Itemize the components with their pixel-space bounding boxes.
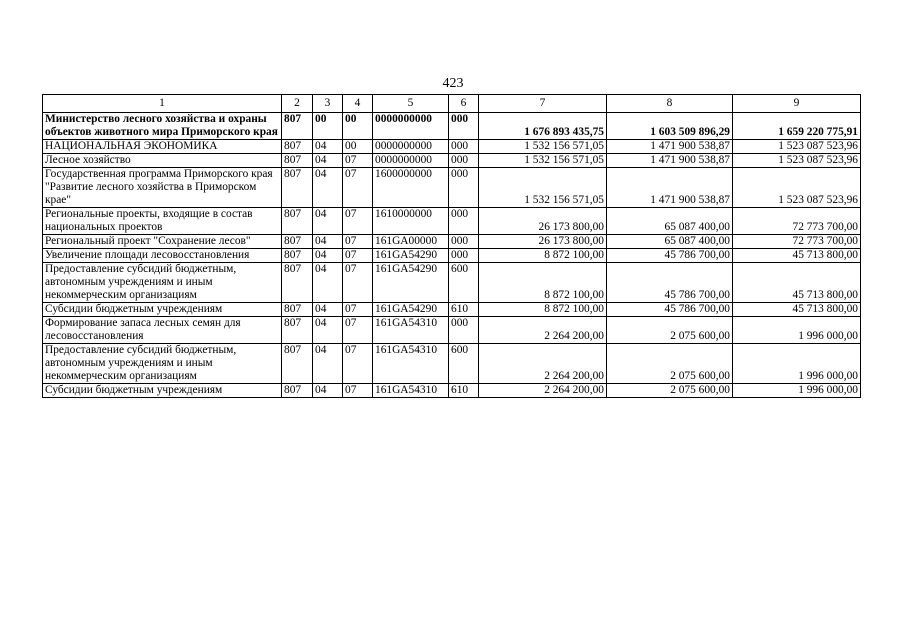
admin-code-cell: 807 <box>282 263 313 303</box>
amount-2023-cell: 45 786 700,00 <box>607 303 733 317</box>
subsection-cell: 07 <box>343 344 373 384</box>
amount-2022-cell: 2 264 200,00 <box>479 344 607 384</box>
page-number: 423 <box>442 76 464 91</box>
amount-2024-cell: 45 713 800,00 <box>733 249 861 263</box>
section-cell: 00 <box>313 113 343 140</box>
column-header: 7 <box>479 95 607 113</box>
admin-code-cell: 807 <box>282 154 313 168</box>
row-name-cell: Министерство лесного хозяйства и охраны объектов животного мира Приморского края <box>43 113 282 140</box>
target-article-cell: 161GA54310 <box>373 317 449 344</box>
amount-2022-cell: 8 872 100,00 <box>479 249 607 263</box>
amount-2023-cell: 45 786 700,00 <box>607 263 733 303</box>
row-name-cell: Государственная программа Приморского края "Развитие лесного хозяйства в Приморском крае" <box>43 168 282 208</box>
admin-code-cell: 807 <box>282 384 313 398</box>
amount-2024-cell: 1 523 087 523,96 <box>733 140 861 154</box>
target-article-cell: 1610000000 <box>373 208 449 235</box>
amount-2022-cell: 1 532 156 571,05 <box>479 168 607 208</box>
subsection-cell: 07 <box>343 154 373 168</box>
table-row <box>43 263 861 303</box>
expense-type-cell: 000 <box>449 113 479 140</box>
subsection-cell: 00 <box>343 140 373 154</box>
table-header-row <box>43 95 861 113</box>
table-row <box>43 154 861 168</box>
expense-type-cell: 000 <box>449 208 479 235</box>
expense-type-cell: 000 <box>449 235 479 249</box>
target-article-cell: 0000000000 <box>373 154 449 168</box>
column-header: 5 <box>373 95 449 113</box>
table-row <box>43 113 861 140</box>
admin-code-cell: 807 <box>282 113 313 140</box>
expense-type-cell: 610 <box>449 303 479 317</box>
admin-code-cell: 807 <box>282 168 313 208</box>
amount-2023-cell: 2 075 600,00 <box>607 317 733 344</box>
amount-2024-cell: 1 996 000,00 <box>733 384 861 398</box>
column-header: 2 <box>282 95 313 113</box>
section-cell: 04 <box>313 384 343 398</box>
amount-2024-cell: 1 996 000,00 <box>733 317 861 344</box>
amount-2022-cell: 8 872 100,00 <box>479 263 607 303</box>
column-header: 8 <box>607 95 733 113</box>
expense-type-cell: 000 <box>449 168 479 208</box>
row-name-cell: НАЦИОНАЛЬНАЯ ЭКОНОМИКА <box>43 140 282 154</box>
section-cell: 04 <box>313 317 343 344</box>
amount-2024-cell: 72 773 700,00 <box>733 235 861 249</box>
subsection-cell: 07 <box>343 168 373 208</box>
table-row <box>43 384 861 398</box>
target-article-cell: 161GA54310 <box>373 384 449 398</box>
row-name-cell: Региональные проекты, входящие в состав национальных проектов <box>43 208 282 235</box>
admin-code-cell: 807 <box>282 249 313 263</box>
subsection-cell: 07 <box>343 249 373 263</box>
subsection-cell: 07 <box>343 263 373 303</box>
section-cell: 04 <box>313 263 343 303</box>
column-header: 1 <box>43 95 282 113</box>
row-name-cell: Увеличение площади лесовосстановления <box>43 249 282 263</box>
amount-2024-cell: 1 996 000,00 <box>733 344 861 384</box>
row-name-cell: Предоставление субсидий бюджетным, автономным учреждениям и иным некоммерческим организациям <box>43 344 282 384</box>
amount-2023-cell: 1 471 900 538,87 <box>607 140 733 154</box>
column-header: 4 <box>343 95 373 113</box>
table-row <box>43 168 861 208</box>
admin-code-cell: 807 <box>282 235 313 249</box>
amount-2023-cell: 2 075 600,00 <box>607 344 733 384</box>
section-cell: 04 <box>313 154 343 168</box>
subsection-cell: 07 <box>343 208 373 235</box>
section-cell: 04 <box>313 140 343 154</box>
amount-2023-cell: 1 603 509 896,29 <box>607 113 733 140</box>
table-row <box>43 303 861 317</box>
amount-2024-cell: 45 713 800,00 <box>733 263 861 303</box>
row-name-cell: Региональный проект "Сохранение лесов" <box>43 235 282 249</box>
amount-2022-cell: 8 872 100,00 <box>479 303 607 317</box>
amount-2023-cell: 1 471 900 538,87 <box>607 168 733 208</box>
admin-code-cell: 807 <box>282 208 313 235</box>
table-row <box>43 344 861 384</box>
amount-2022-cell: 26 173 800,00 <box>479 235 607 249</box>
expense-type-cell: 600 <box>449 344 479 384</box>
target-article-cell: 1600000000 <box>373 168 449 208</box>
amount-2024-cell: 1 523 087 523,96 <box>733 168 861 208</box>
table-row <box>43 208 861 235</box>
admin-code-cell: 807 <box>282 140 313 154</box>
expense-type-cell: 610 <box>449 384 479 398</box>
table-row <box>43 249 861 263</box>
row-name-cell: Субсидии бюджетным учреждениям <box>43 303 282 317</box>
admin-code-cell: 807 <box>282 303 313 317</box>
table-row <box>43 235 861 249</box>
column-header: 3 <box>313 95 343 113</box>
subsection-cell: 07 <box>343 317 373 344</box>
amount-2023-cell: 45 786 700,00 <box>607 249 733 263</box>
admin-code-cell: 807 <box>282 344 313 384</box>
row-name-cell: Субсидии бюджетным учреждениям <box>43 384 282 398</box>
target-article-cell: 161GA54290 <box>373 263 449 303</box>
target-article-cell: 161GA00000 <box>373 235 449 249</box>
amount-2023-cell: 65 087 400,00 <box>607 235 733 249</box>
expense-type-cell: 000 <box>449 249 479 263</box>
amount-2024-cell: 1 523 087 523,96 <box>733 154 861 168</box>
subsection-cell: 07 <box>343 235 373 249</box>
row-name-cell: Формирование запаса лесных семян для лесовосстановления <box>43 317 282 344</box>
section-cell: 04 <box>313 168 343 208</box>
subsection-cell: 07 <box>343 303 373 317</box>
amount-2022-cell: 2 264 200,00 <box>479 384 607 398</box>
expense-type-cell: 600 <box>449 263 479 303</box>
table-row <box>43 140 861 154</box>
amount-2022-cell: 1 532 156 571,05 <box>479 154 607 168</box>
section-cell: 04 <box>313 249 343 263</box>
section-cell: 04 <box>313 303 343 317</box>
row-name-cell: Предоставление субсидий бюджетным, автономным учреждениям и иным некоммерческим организациям <box>43 263 282 303</box>
table-row <box>43 317 861 344</box>
subsection-cell: 07 <box>343 384 373 398</box>
expense-type-cell: 000 <box>449 317 479 344</box>
target-article-cell: 0000000000 <box>373 113 449 140</box>
target-article-cell: 161GA54290 <box>373 303 449 317</box>
amount-2023-cell: 65 087 400,00 <box>607 208 733 235</box>
amount-2022-cell: 1 676 893 435,75 <box>479 113 607 140</box>
target-article-cell: 0000000000 <box>373 140 449 154</box>
amount-2024-cell: 1 659 220 775,91 <box>733 113 861 140</box>
column-header: 9 <box>733 95 861 113</box>
amount-2022-cell: 1 532 156 571,05 <box>479 140 607 154</box>
subsection-cell: 00 <box>343 113 373 140</box>
admin-code-cell: 807 <box>282 317 313 344</box>
budget-table <box>42 94 861 398</box>
section-cell: 04 <box>313 208 343 235</box>
amount-2024-cell: 45 713 800,00 <box>733 303 861 317</box>
section-cell: 04 <box>313 235 343 249</box>
target-article-cell: 161GA54290 <box>373 249 449 263</box>
amount-2022-cell: 26 173 800,00 <box>479 208 607 235</box>
target-article-cell: 161GA54310 <box>373 344 449 384</box>
amount-2023-cell: 2 075 600,00 <box>607 384 733 398</box>
row-name-cell: Лесное хозяйство <box>43 154 282 168</box>
column-header: 6 <box>449 95 479 113</box>
amount-2024-cell: 72 773 700,00 <box>733 208 861 235</box>
expense-type-cell: 000 <box>449 140 479 154</box>
section-cell: 04 <box>313 344 343 384</box>
amount-2023-cell: 1 471 900 538,87 <box>607 154 733 168</box>
amount-2022-cell: 2 264 200,00 <box>479 317 607 344</box>
expense-type-cell: 000 <box>449 154 479 168</box>
